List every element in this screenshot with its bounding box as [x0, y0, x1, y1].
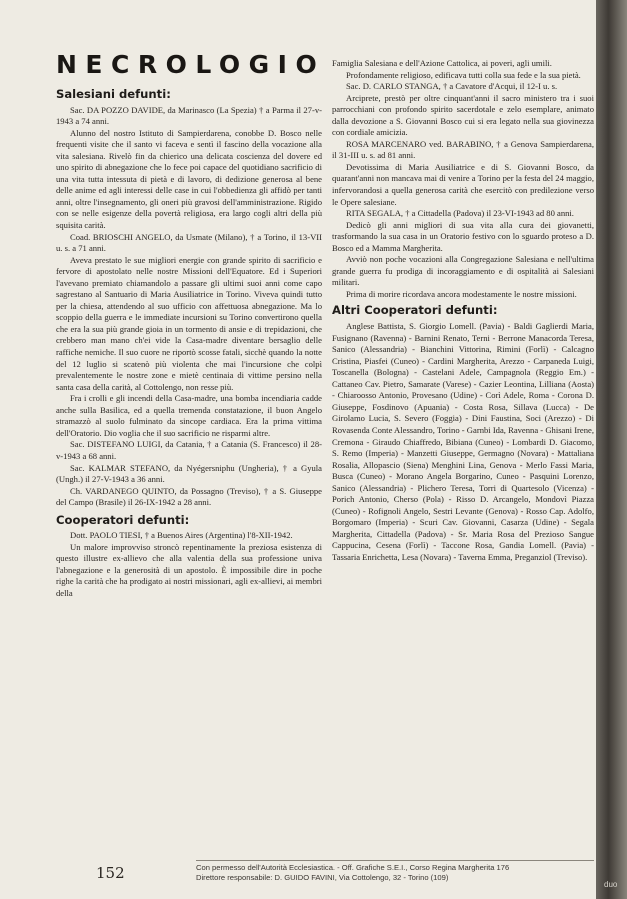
obituary-text: Prima di morire ricordava ancora modestamente le nostre missioni. [346, 288, 577, 299]
right-column [332, 58, 594, 564]
obituary-entry: Sac. KALMAR STEFANO, da Nyégersniphu (Ungheria), † a Gyula (Ungh.) il 27-V-1943 a 36 anni. [56, 462, 322, 485]
obituary-entry: Sac. DISTEFANO LUIGI, da Catania, † a Catania (S. Francesco) il 28-v-1943 a 68 anni. [56, 439, 322, 461]
edge-text: duo [604, 880, 618, 889]
obituary-entry: Sac. DA POZZO DAVIDE, da Marinasco (La Spezia) † a Parma il 27-v-1943 a 74 anni. [56, 104, 322, 127]
obituary-text: Devotissima di Maria Ausiliatrice e di S. Giovanni Bosco, da quarant'anni non mancava mai di venire a Torino per la festa del 24 maggio, infervorandosi a quella generosa carità che esercitò con predilezione verso le Opere salesiane. [332, 161, 594, 207]
obituary-entry: RITA SEGALA, † a Cittadella (Padova) il 23-VI-1943 ad 80 anni. [346, 208, 574, 219]
imprint-line: Direttore responsabile: D. GUIDO FAVINI, Via Cottolengo, 32 - Torino (109) [196, 872, 449, 882]
section-heading-salesiani: Salesiani defunti: [56, 87, 171, 101]
obituary-entry: Dott. PAOLO TIESI, † a Buenos Aires (Argentina) l'8-XII-1942. [70, 530, 293, 541]
page-title: NECROLOGIO [56, 50, 326, 79]
obituary-text: Profondamente religioso, edificava tutti colla sua fede e la sua pietà. [346, 69, 581, 80]
obituary-entry: Sac. D. CARLO STANGA, † a Cavatore d'Acqui, il 12-I u. s. [346, 81, 558, 92]
obituary-text: Aveva prestato le sue migliori energie con grande spirito di sacrificio e fervore di apostolato nelle nostre Missioni dell'Equatore. Ed i Superiori l'avevano premiato chiamandolo a passare gli ultimi suoi anni come capo sagrestano al Santuario di Maria Ausiliatrice in Torino. Viveva quindi tutto per la chiesa, attendendo al suo ufficio con affettuosa abnegazione. Ma lo scoppio della guerra e le immediate incursioni su Torino convertirono quella che era la sua più grande gioia in un tormento di ansie e di trepidazioni, che crebbero man mano ch'ei vide la Casa-madre diventare bersaglio delle raffiche nemiche. Il suo cuore ne riportò scosse fatali, sicchè quando la notte del 12 luglio si scatenò più violenta che mai l'incursione che colpì prevalentemente le nostre zone e mietè centinaia di vittime persino nella santa casa della carità, al Cottolengo, non resse più. [56, 254, 322, 392]
imprint [196, 860, 594, 882]
binding-edge [596, 0, 627, 899]
obituary-text: Fra i crolli e gli incendi della Casa-madre, una bomba incendiaria cadde anche sulla Basilica, ed a quella tremenda constatazione, il buon Angelo stramazzò al suolo fulminato da sincope cardiaca. Era la prima vittima dell'Oratorio. Dio voglia che il suo sacrificio ne risparmi altre. [56, 393, 322, 438]
cooperators-list: Anglese Battista, S. Giorgio Lomell. (Pavia) - Baldi Gaglierdi Maria, Fusignano (Ravenna) - Barnini Renato, Terni - Berrone Manacorda Teresa, Sanico (Alessandria) - Bianchini Vittorina, Rimini (Forlì) - Calcagno Cristina, Piasfei (Cuneo) - Cardini Margherita, Arezzo - Carpaneda Luigi, Toscanella (Bologna) - Castelani Adele, Campagnola (Reggio Em.) - Cattaneo Cav. Pietro, Samarate (Varese) - Cazier Leontina, Lilliana (Aosta) - Chiaroosso Antonio, Provesano (Udine) - Corì Adele, Roma - Corona D. Giuseppe, Fosdinovo (Apuania) - Costa Rosa, Sillava (Lucca) - De Girolamo Lucia, S. Severo (Foggia) - Dini Faustina, Soci (Arezzo) - Di Rovasenda Conte Alessandro, Torino - Garnbi Ida, Ravenna - Ghisani Irene, Cremona - Giraudo Chiaffredo, Bibiana (Cuneo) - Lombardi D. Giacomo, S. Remo (Imperia) - Manzetti Giuseppe, Germagno (Novara) - Mattaliana Rosalia, Allopascio (Siena) Menghini Lina, Genova - Merlo Fassi Maria, Busca (Cuneo) - Morano Angela Borgarino, Cuneo - Pasquini Lorenzo, Sanico (Alessandria) - Plichero Teresa, Torri di Quartesolo (Vicenza) - Porich Antonio, Cherso (Pola) - Risso D. Arcangelo, Mondovì Piazza (Cuneo) - Rofignoli Angelo, Sestri Levante (Genova) - Rosso Cap. Adolfo, Borgomaro (Imperia) - Scuri Cav. Giovanni, Casarza (Udine) - Segala Margherita, Cittadella (Padova) - Sr. Maria Rosa del Prezioso Sangue Cappucina, Cesena (Forlì) - Taccone Rosa, Gandia Lomell. (Pavia) - Tassaria Enrichetta, Lesa (Novara) - Taverna Emma, Preganziol (Treviso). [332, 321, 594, 562]
obituary-text: Alunno del nostro Istituto di Sampierdarena, conobbe D. Bosco nelle frequenti visite che il santo vi faceva e sentì il fascino della vocazione alla vita salesiana. Rivelò fin da chierico una delicata coscienza del dovere ed uno spirito di abnegazione che lo fece poi capace del quotidiano sacrificio di una vita tutta intessuta di pietà e di lavoro, di dedizione generosa al bene delle anime ed agli interessi delle case in cui l'obbedienza gli affidò per tanti anni, oltre l'insegnamento, gli oneri più gravosi dell'amministrazione. Rigido con se nelle esigenze della povertà religiosa, era largo cogli altri della più squisita carità. [56, 127, 322, 231]
obituary-entry: Coad. BRIOSCHI ANGELO, da Usmate (Milano), † a Torino, il 13-VII u. s. a 71 anni. [56, 231, 322, 254]
obituary-text: Avviò non poche vocazioni alla Congregazione Salesiana e nell'ultima grande guerra fu prodiga di incoraggiamento e di ospitalità ai Salesiani militari. [332, 254, 594, 288]
page-number: 152 [96, 864, 125, 882]
section-heading-altri-cooperatori: Altri Cooperatori defunti: [332, 303, 498, 318]
imprint-line: Con permesso dell'Autorità Ecclesiastica. - Off. Grafiche S.E.I., Corso Regina Margherita 176 [196, 863, 510, 872]
obituary-text: Famiglia Salesiana e dell'Azione Cattolica, ai poveri, agli umili. [332, 58, 552, 68]
obituary-text: Arciprete, prestò per oltre cinquant'anni il sacro ministero tra i suoi parrocchiani con profondo spirito sacerdotale e zelo esemplare, animato dalla devozione a S. Giovanni Bosco cui si era legato nella sua giovinezza con cordiale amicizia. [332, 92, 594, 138]
obituary-entry: Ch. VARDANEGO QUINTO, da Possagno (Treviso), † a S. Giuseppe del Campo (Brasile) il 26-IX-1942 a 28 anni. [56, 485, 322, 508]
section-heading-cooperatori: Cooperatori defunti: [56, 512, 190, 527]
left-column [56, 86, 322, 600]
obituary-text: Un malore improvviso stroncò repentinamente la preziosa esistenza di questo illustre ex-allievo che alla valentia della sua professione univa l'abnegazione e la generosità di un apostolo. È impossibile dire in poche righe la carità che ha prodigato ai nostri missionari, agli ex-allievi, ai membri della [56, 541, 322, 598]
obituary-text: Dedicò gli anni migliori di sua vita alla cura dei giovanetti, trasformando la sua casa in un Oratorio festivo con lo sguardo proteso a D. Bosco ed a Mamma Margherita. [332, 219, 594, 253]
obituary-entry: ROSA MARCENARO ved. BARABINO, † a Genova Sampierdarena, il 31-III u. s. ad 81 anni. [332, 138, 594, 161]
